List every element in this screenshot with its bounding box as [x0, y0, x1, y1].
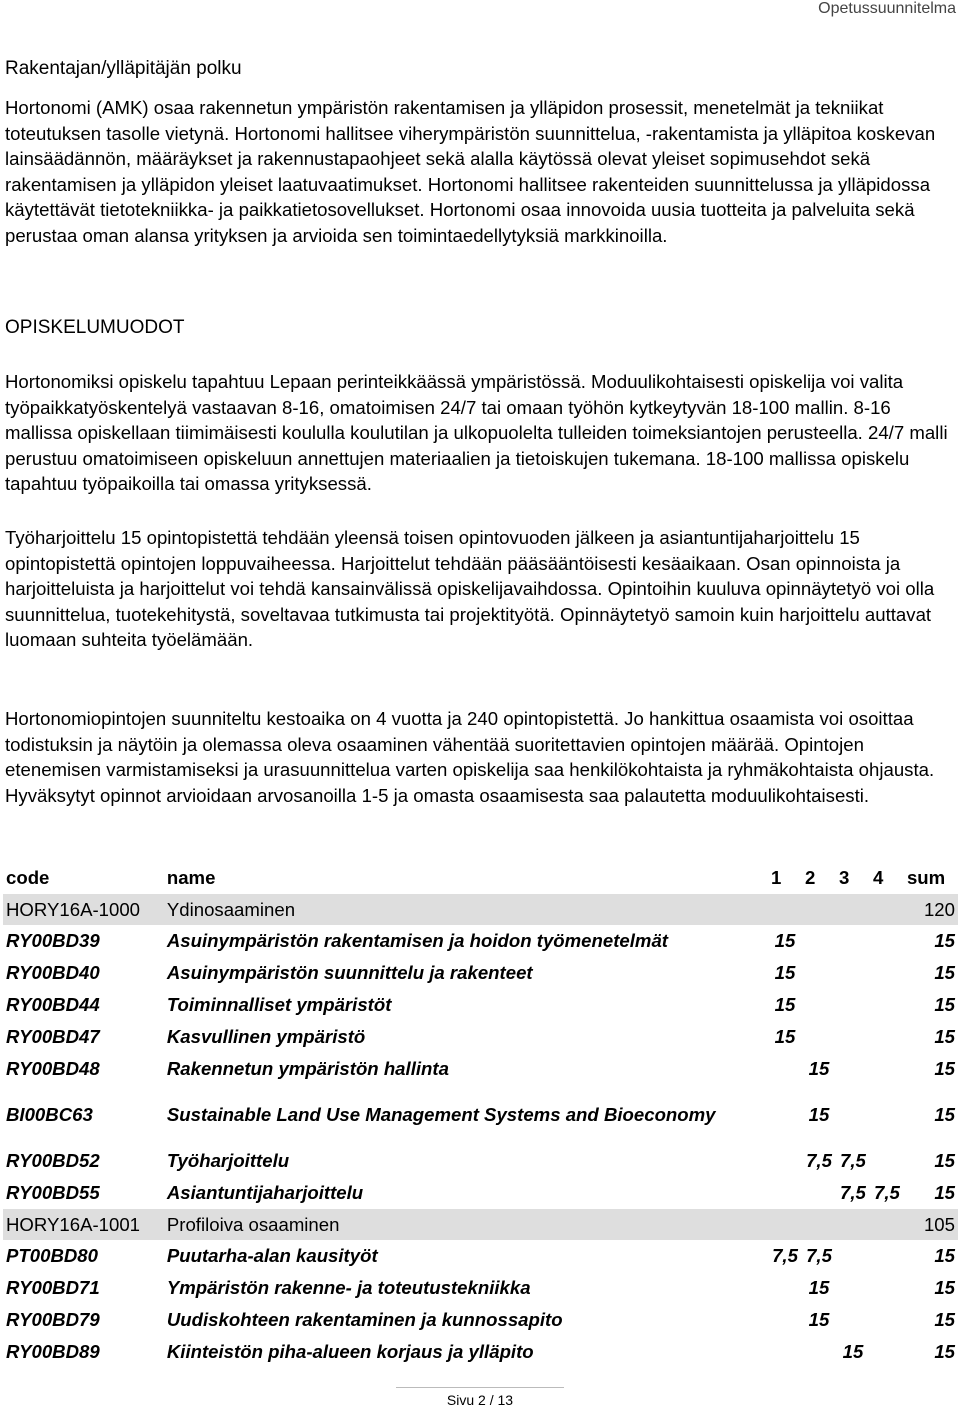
- cell-year-2: [802, 1021, 836, 1053]
- cell-year-1: 15: [774, 1026, 796, 1047]
- cell-year-4: [870, 1240, 904, 1272]
- cell-sum: 120: [904, 894, 958, 925]
- cell-sum: 15: [934, 1309, 955, 1330]
- cell-year-3: [836, 925, 870, 957]
- header-year-3: 3: [838, 867, 850, 888]
- cell-year-1: [768, 1209, 802, 1240]
- cell-sum: 15: [934, 1245, 955, 1266]
- cell-year-4: [870, 1209, 904, 1240]
- cell-year-2: [802, 957, 836, 989]
- header-code: code: [6, 867, 50, 888]
- cell-year-3: [836, 1021, 870, 1053]
- cell-year-1: 15: [774, 930, 796, 951]
- study-methods-heading: OPISKELUMUODOT: [5, 317, 185, 338]
- cell-sum: 15: [934, 1026, 955, 1047]
- module-group-row: [3, 894, 958, 925]
- course-row: [3, 1145, 958, 1177]
- cell-name: Työharjoittelu: [166, 1150, 290, 1171]
- cell-sum: 15: [934, 1058, 955, 1079]
- cell-code: PT00BD80: [6, 1245, 98, 1266]
- cell-year-3: [836, 989, 870, 1021]
- cell-year-1: [768, 894, 802, 925]
- cell-year-2: [802, 1336, 836, 1368]
- cell-code: RY00BD55: [6, 1182, 100, 1203]
- cell-year-1: [768, 1336, 802, 1368]
- cell-year-2: 15: [808, 1104, 830, 1125]
- cell-code: RY00BD89: [6, 1341, 100, 1362]
- cell-year-2: 15: [808, 1277, 830, 1298]
- internship-paragraph: Työharjoittelu 15 opintopistettä tehdään yleensä toisen opintovuoden jälkeen ja asiantuntijaharjoittelu 15 opintopistettä opintojen loppuvaiheessa. Harjoittelut tehdään pääsääntöisesti kesäaikaan. Osan opinnoista ja harjoitteluista ja harjoittelut voi tehdä kansainvälissä opiskelijavaihdossa. Opintoihin kuuluva opinnäytetyö voi olla suunnittelua, tuotekehitystä, soveltavaa tutkimusta tai projektityötä. Opinnäytetyö samoin kuin harjoittelu auttavat luomaan suhteita työelämään.: [5, 527, 935, 651]
- cell-year-4: [870, 1145, 904, 1177]
- cell-name: Kasvullinen ympäristö: [166, 1026, 366, 1047]
- header-year-2: 2: [805, 867, 816, 888]
- cell-year-4: [870, 925, 904, 957]
- cell-sum: 15: [934, 994, 955, 1015]
- cell-code: RY00BD44: [6, 994, 100, 1015]
- cell-year-4: [870, 989, 904, 1021]
- cell-year-3: [836, 1304, 870, 1336]
- cell-code: RY00BD39: [6, 930, 100, 951]
- course-row: [3, 1240, 958, 1272]
- document-header-title: Opetussuunnitelma: [818, 0, 956, 17]
- cell-name: Toiminnalliset ympäristöt: [166, 994, 392, 1015]
- course-row: [3, 1336, 958, 1368]
- cell-year-1: 15: [774, 994, 796, 1015]
- cell-name: Ydinosaaminen: [164, 894, 768, 925]
- course-row: [3, 1053, 958, 1085]
- cell-year-4: 7,5: [874, 1182, 900, 1203]
- cell-year-1: 7,5: [772, 1245, 798, 1266]
- cell-year-1: [768, 1085, 802, 1145]
- cell-year-4: [870, 1272, 904, 1304]
- course-row: [3, 925, 958, 957]
- cell-year-3: 7,5: [840, 1182, 866, 1203]
- cell-year-2: 15: [808, 1058, 830, 1079]
- curriculum-table: [3, 862, 958, 1368]
- footer-divider: [396, 1387, 564, 1388]
- cell-year-3: [836, 1209, 870, 1240]
- cell-name: Sustainable Land Use Management Systems and Bioeconomy: [166, 1104, 716, 1125]
- section-title: Rakentajan/ylläpitäjän polku: [5, 58, 242, 79]
- cell-year-4: [870, 1085, 904, 1145]
- cell-year-1: [768, 1177, 802, 1209]
- cell-code: BI00BC63: [6, 1104, 93, 1125]
- cell-year-3: [836, 1240, 870, 1272]
- cell-code: HORY16A-1001: [3, 1209, 164, 1240]
- cell-year-1: [768, 1145, 802, 1177]
- cell-year-1: [768, 1272, 802, 1304]
- cell-year-2: [802, 1209, 836, 1240]
- cell-year-1: 15: [774, 962, 796, 983]
- module-group-row: [3, 1209, 958, 1240]
- cell-year-4: [870, 1336, 904, 1368]
- cell-sum: 15: [934, 1182, 955, 1203]
- cell-year-4: [870, 1304, 904, 1336]
- cell-name: Rakennetun ympäristön hallinta: [166, 1058, 449, 1079]
- cell-code: RY00BD79: [6, 1309, 100, 1330]
- cell-year-4: [870, 1021, 904, 1053]
- cell-name: Puutarha-alan kausityöt: [166, 1245, 378, 1266]
- cell-name: Ympäristön rakenne- ja toteutustekniikka: [166, 1277, 531, 1298]
- cell-year-3: [836, 1053, 870, 1085]
- cell-year-2: 7,5: [806, 1150, 832, 1171]
- cell-sum: 15: [934, 1150, 955, 1171]
- cell-year-2: [802, 1177, 836, 1209]
- course-row: [3, 1272, 958, 1304]
- cell-sum: 15: [934, 962, 955, 983]
- cell-code: RY00BD52: [6, 1150, 100, 1171]
- cell-year-4: [870, 894, 904, 925]
- cell-year-3: 7,5: [840, 1150, 866, 1171]
- cell-year-4: [870, 957, 904, 989]
- cell-code: RY00BD71: [6, 1277, 100, 1298]
- cell-sum: 15: [934, 1341, 955, 1362]
- cell-code: RY00BD40: [6, 962, 100, 983]
- cell-code: HORY16A-1000: [3, 894, 164, 925]
- table-header-row: [3, 862, 958, 894]
- cell-year-3: 15: [842, 1341, 864, 1362]
- cell-name: Profiloiva osaaminen: [164, 1209, 768, 1240]
- cell-year-3: [836, 894, 870, 925]
- course-row: [3, 1021, 958, 1053]
- cell-name: Asiantuntijaharjoittelu: [166, 1182, 364, 1203]
- study-methods-paragraph: Hortonomiksi opiskelu tapahtuu Lepaan perinteikkäässä ympäristössä. Moduulikohtaisesti opiskelija voi valita työpaikkatyöskentelyä vastaavan 8-16, omatoimisen 24/7 tai omaan työhön kytkeytyvän 18-100 mallin. 8-16 mallissa opiskellaan tiimimäisesti koululla koulutilan ja ulkopuolelta tulleiden toimeksiantojen perusteella. 24/7 malli perustuu omatoimiseen opiskeluun annettujen materiaalien ja tietoiskujen tukemana. 18-100 mallissa opiskelu tapahtuu työpaikoilla tai omassa yrityksessä.: [5, 371, 948, 495]
- header-year-1: 1: [771, 867, 782, 888]
- course-row: [3, 989, 958, 1021]
- cell-year-4: [870, 1053, 904, 1085]
- page-number: Sivu 2 / 13: [446, 1392, 514, 1408]
- header-sum: sum: [906, 867, 946, 888]
- cell-year-3: [836, 1085, 870, 1145]
- course-row: [3, 1304, 958, 1336]
- course-row: [3, 1085, 958, 1145]
- cell-name: Asuinympäristön rakentamisen ja hoidon työmenetelmät: [166, 930, 668, 951]
- cell-sum: 15: [934, 1277, 955, 1298]
- cell-name: Uudiskohteen rakentaminen ja kunnossapito: [166, 1309, 563, 1330]
- duration-paragraph: Hortonomiopintojen suunniteltu kestoaika on 4 vuotta ja 240 opintopistettä. Jo hankittua osaamista voi osoittaa todistuksin ja näytöin ja olemassa oleva osaaminen vähentää suoritettavien opintojen määrää. Opintojen etenemisen varmistamiseksi ja urasuunnittelua varten opiskelija saa henkilökohtaista ja ryhmäkohtaista ohjausta. Hyväksytyt opinnot arvioidaan arvosanoilla 1-5 ja omasta osaamisesta saa palautetta moduulikohtaisesti.: [5, 708, 935, 806]
- cell-year-2: 7,5: [806, 1245, 832, 1266]
- cell-name: Asuinympäristön suunnittelu ja rakenteet: [166, 962, 533, 983]
- header-name: name: [166, 867, 216, 888]
- cell-year-2: [802, 894, 836, 925]
- cell-name: Kiinteistön piha-alueen korjaus ja ylläpito: [166, 1341, 534, 1362]
- cell-sum: 105: [904, 1209, 958, 1240]
- cell-sum: 15: [934, 1104, 955, 1125]
- cell-year-3: [836, 957, 870, 989]
- cell-sum: 15: [934, 930, 955, 951]
- course-row: [3, 957, 958, 989]
- cell-year-1: [768, 1053, 802, 1085]
- cell-year-2: [802, 925, 836, 957]
- description-paragraph: Hortonomi (AMK) osaa rakennetun ympäristön rakentamisen ja ylläpidon prosessit, menetelmät ja tekniikat toteutuksen tasolle vietynä. Hortonomi hallitsee viherympäristön suunnittelua, -rakentamista ja ylläpitoa koskevan lainsäädännön, määräykset ja rakennustapaohjeet sekä alalla käytössä olevat yleiset sopimusehdot sekä rakentamisen ja ylläpidon yleiset laatuvaatimukset. Hortonomi hallitsee rakenteiden suunnittelussa ja ylläpidossa käytettävät tietotekniikka- ja paikkatietosovellukset. Hortonomi osaa innovoida uusia tuotteita ja palveluita sekä perustaa oman alansa yrityksen ja arvioida sen toimintaedellytyksiä markkinoilla.: [5, 97, 936, 246]
- cell-code: RY00BD47: [6, 1026, 100, 1047]
- course-row: [3, 1177, 958, 1209]
- cell-code: RY00BD48: [6, 1058, 100, 1079]
- cell-year-2: [802, 989, 836, 1021]
- cell-year-1: [768, 1304, 802, 1336]
- header-year-4: 4: [872, 867, 884, 888]
- cell-year-2: 15: [808, 1309, 830, 1330]
- cell-year-3: [836, 1272, 870, 1304]
